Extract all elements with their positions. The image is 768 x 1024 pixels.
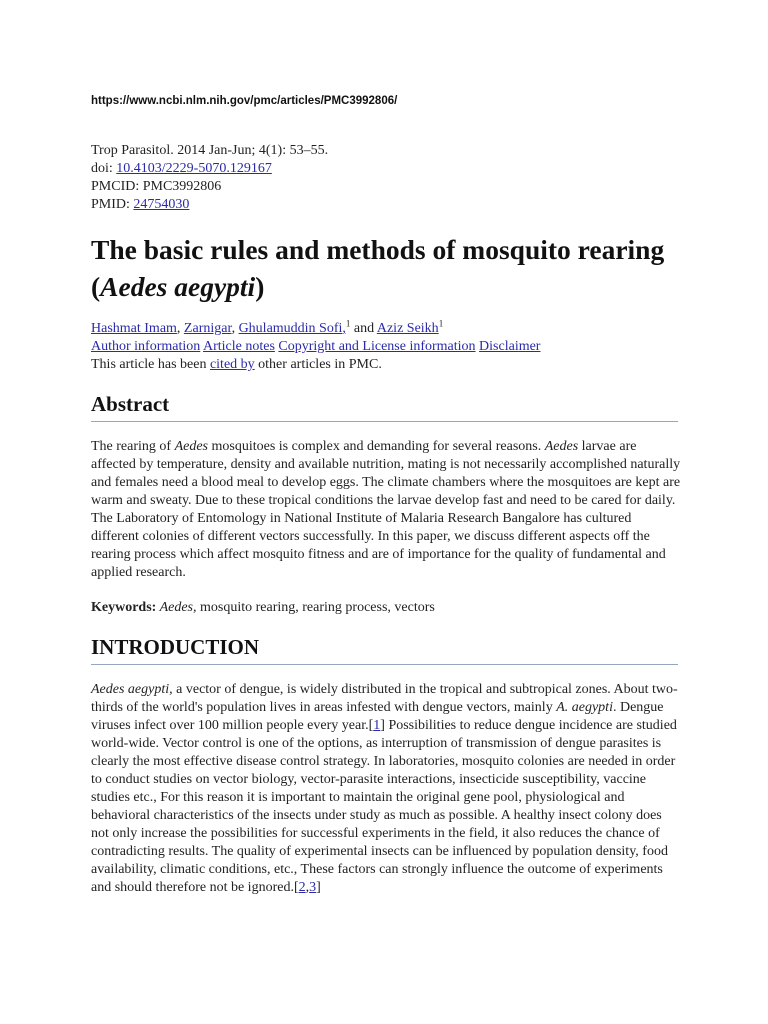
source-url: https://www.ncbi.nlm.nih.gov/pmc/articles/PMC3992806/	[91, 95, 398, 107]
reference-link-1[interactable]: 1	[373, 718, 381, 733]
keywords-label: Keywords:	[91, 600, 157, 615]
info-links	[91, 338, 711, 356]
author-information-link[interactable]: Author information	[91, 339, 201, 354]
disclaimer-link[interactable]: Disclaimer	[479, 339, 541, 354]
introduction-text: Aedes aegypti, a vector of dengue, is widely distributed in the tropical and subtropical zones. About two-thirds of the world's population lives in areas infested with dengue vectors, mainly A. aegypti. Dengue viruses infect over 100 million people every year.[1] Possibilities to reduce dengue incidence are studied world-wide. Vector control is one of the options, as interruption of transmission of dengue parasites is clearly the most effective disease control strategy. In laboratories, mosquito colonies are needed in order to conduct studies on vector biology, vector-parasite interactions, insecticide susceptibility, vaccine studies etc., For this reason it is important to maintain the original gene pool, physiological and behavioral characteristics of the insects under study as much as possible. A healthy insect colony does not only increase the possibilities for successful experiments in the field, it also reduces the chance of contradicting results. The quality of experimental insects can be influenced by population density, food availability, climatic conditions, etc., These factors can strongly influence the outcome of experiments and should therefore not be ignored.[2,3]	[91, 682, 678, 895]
affiliation-mark: 1	[345, 318, 351, 329]
species-name: Aedes aegypti	[100, 271, 256, 302]
doi-line: doi: 10.4103/2229-5070.129167	[91, 161, 272, 176]
abstract-text: The rearing of Aedes mosquitoes is complex and demanding for several reasons. Aedes larvae are affected by temperature, density and available nutrition, mating is not necessarily accomplished naturally and females need a blood meal to develop eggs. The climate chambers where the mosquitoes are kept are warm and sweaty. Due to these tropical conditions the larvae develop fast and need to be cared for daily. The Laboratory of Entomology in National Institute of Malaria Research Bangalore has cultured different colonies of different vectors successfully. In this paper, we discuss different aspects off the rearing process which affect mosquito fitness and are of importance for the quality of fundamental and applied research.	[91, 439, 681, 580]
affiliation-mark: 1	[438, 318, 444, 329]
article-notes-link[interactable]: Article notes	[203, 339, 275, 354]
author-link-seikh[interactable]: Aziz Seikh	[376, 321, 439, 336]
citation-block	[91, 142, 328, 214]
reference-link-3[interactable]: 3	[309, 880, 317, 895]
doi-link[interactable]: 10.4103/2229-5070.129167	[116, 161, 272, 176]
pmcid-line: PMCID: PMC3992806	[91, 179, 222, 194]
cited-by-link[interactable]: cited by	[209, 357, 255, 372]
pmid-line: PMID: 24754030	[91, 197, 190, 212]
reference-link-2[interactable]: 2	[298, 880, 306, 895]
journal-line: Trop Parasitol. 2014 Jan-Jun; 4(1): 53–55.	[91, 143, 329, 158]
abstract-heading: Abstract	[91, 392, 678, 422]
cited-by-line: This article has been cited by other articles in PMC.	[91, 357, 382, 372]
author-link-sofi[interactable]: Ghulamuddin Sofi,	[238, 321, 346, 336]
pmid-link[interactable]: 24754030	[133, 197, 190, 212]
author-list: Hashmat Imam, Zarnigar, Ghulamuddin Sofi,$^1$ and Aziz Seikh$^1$	[91, 318, 444, 336]
author-link-zarnigar[interactable]: Zarnigar	[183, 321, 232, 336]
copyright-link[interactable]: Copyright and License information	[278, 339, 476, 354]
keywords-line: Keywords: Aedes, mosquito rearing, rearing process, vectors	[91, 600, 435, 615]
author-link-imam[interactable]: Hashmat Imam	[91, 321, 177, 336]
introduction-heading: INTRODUCTION	[91, 635, 678, 665]
author-block	[91, 320, 711, 374]
article-title: The basic rules and methods of mosquito rearing (Aedes aegypti)	[91, 234, 665, 302]
